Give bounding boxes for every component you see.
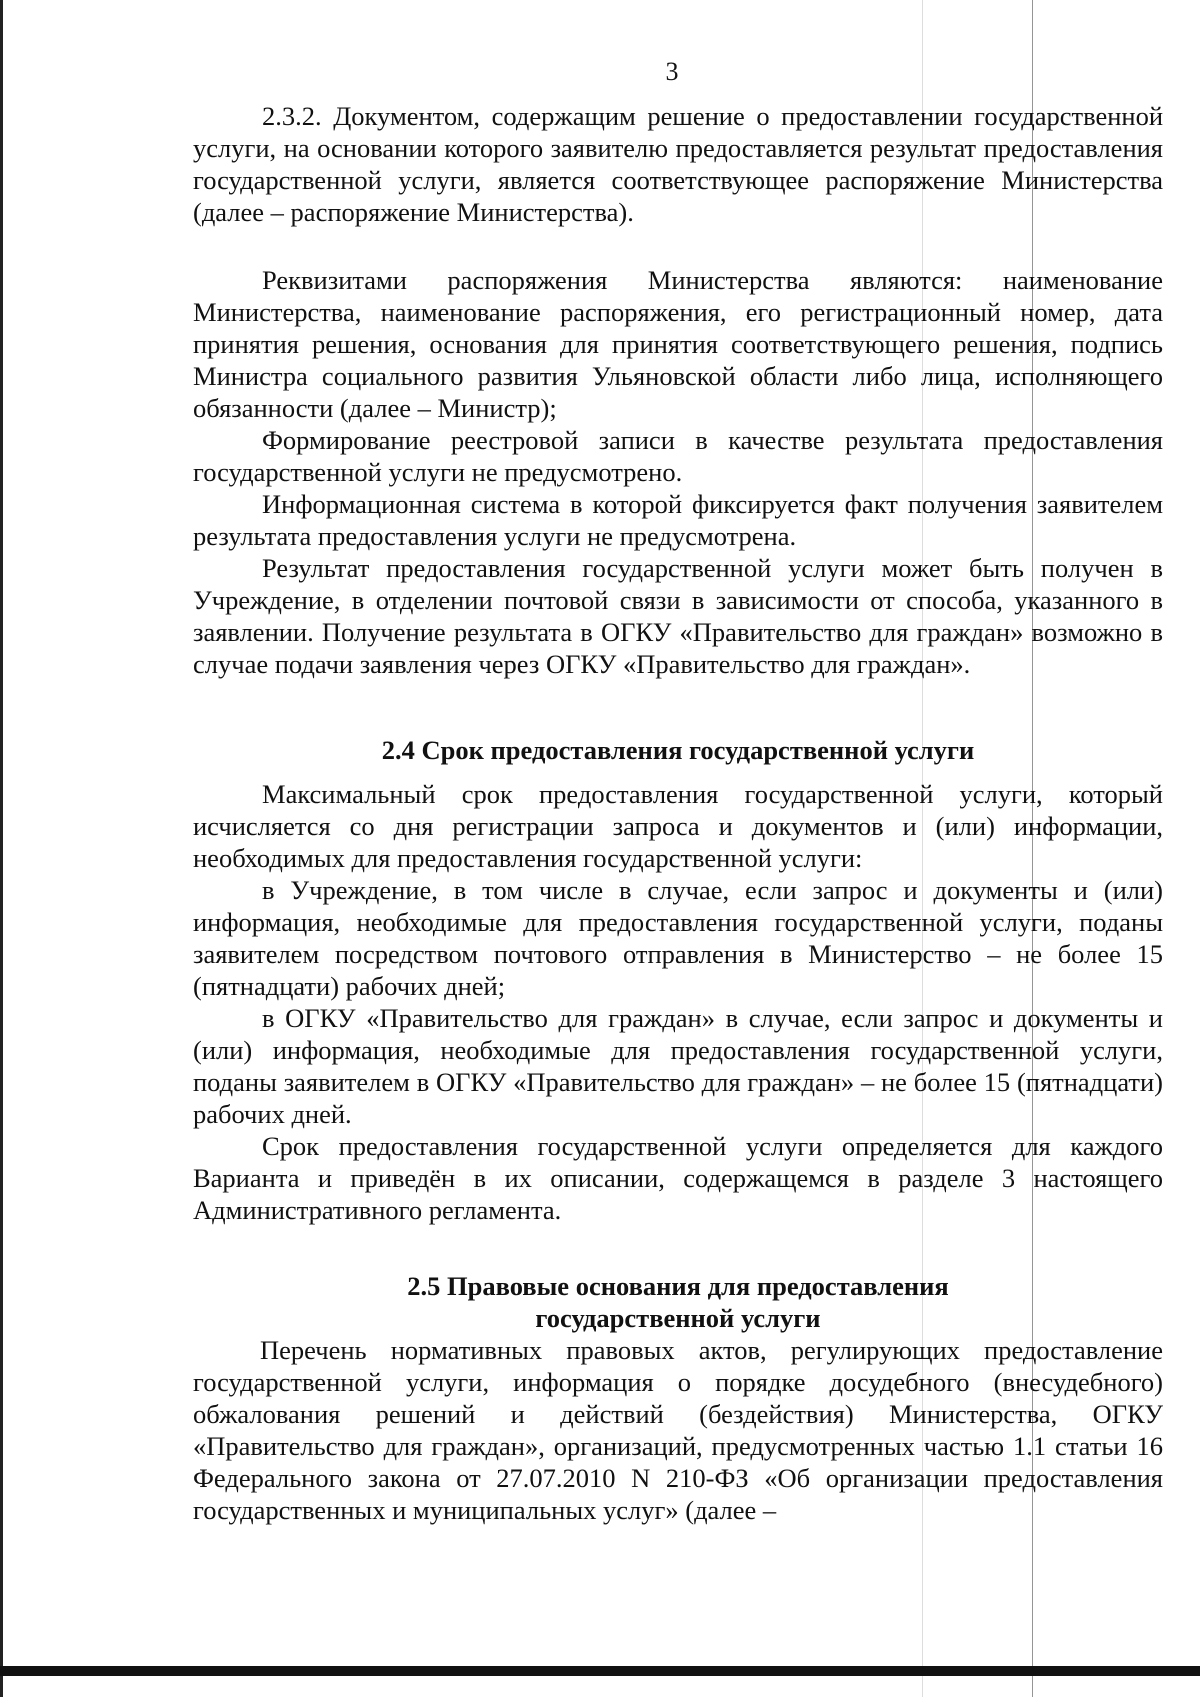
spacer — [193, 228, 1163, 264]
section-heading-2-4: 2.4 Срок предоставления государственной услуги — [381, 735, 975, 765]
paragraph-registry-record: Формирование реестровой записи в качестве результата предоставления государственной услуги не предусмотрено. — [193, 425, 1163, 487]
paragraph-term-institution: в Учреждение, в том числе в случае, если запрос и документы и (или) информация, необходимые для предоставления государственной услуги, поданы заявителем посредством почтового отправления в Министерство – не более 15 (пятнадцати) рабочих дней; — [193, 875, 1163, 1001]
paragraph-term-ogku: в ОГКУ «Правительство для граждан» в случае, если запрос и документы и (или) информация, необходимые для предоставления государственной услуги, поданы заявителем в ОГКУ «Правительство для граждан» – не более 15 (пятнадцати) рабочих дней. — [193, 1003, 1163, 1129]
section-heading-2-5-line1: 2.5 Правовые основания для предоставления — [407, 1271, 949, 1301]
scan-left-edge — [0, 0, 3, 1697]
section-heading-2-5-line2: государственной услуги — [535, 1303, 821, 1333]
paragraph-max-term: Максимальный срок предоставления государственной услуги, который исчисляется со дня регистрации запроса и документов и (или) информации, необходимых для предоставления государственной услуги: — [193, 779, 1163, 873]
paragraph-info-system: Информационная система в которой фиксируется факт получения заявителем результата предоставления услуги не предусмотрена. — [193, 489, 1163, 551]
paragraph-requisites: Реквизитами распоряжения Министерства являются: наименование Министерства, наименование распоряжения, его регистрационный номер, дата принятия решения, основания для принятия соответствующего решения, подпись Министра социального развития Ульяновской области либо лица, исполняющего обязанности (далее – Министр); — [193, 265, 1163, 423]
paragraph-result-delivery: Результат предоставления государственной услуги может быть получен в Учреждение, в отделении почтовой связи в зависимости от способа, указанного в заявлении. Получение результата в ОГКУ «Правительство для граждан» возможно в случае подачи заявления через ОГКУ «Правительство для граждан». — [193, 553, 1163, 679]
page-number: 3 — [665, 57, 679, 86]
document-body — [193, 100, 1163, 1526]
paragraph-legal-acts: Перечень нормативных правовых актов, регулирующих предоставление государственной услуги, информация о порядке досудебного (внесудебного) обжалования решений и действий (бездействия) Министерства, ОГКУ «Правительство для граждан», организаций, предусмотренных частью 1.1 статьи 16 Федерального закона от 27.07.2010 N 210-ФЗ «Об организации предоставления государственных и муниципальных услуг» (далее – — [193, 1335, 1163, 1525]
paragraph-term-variant: Срок предоставления государственной услуги определяется для каждого Варианта и приведён в их описании, содержащемся в разделе 3 настоящего Административного регламента. — [193, 1131, 1163, 1225]
paragraph-2-3-2: 2.3.2. Документом, содержащим решение о предоставлении государственной услуги, на основании которого заявителю предоставляется результат предоставления государственной услуги, является соответствующее распоряжение Министерства (далее – распоряжение Министерства). — [193, 101, 1163, 227]
scan-bottom-border — [0, 1666, 1200, 1676]
spacer — [193, 1226, 1163, 1270]
spacer — [193, 766, 1163, 778]
spacer — [193, 680, 1163, 734]
